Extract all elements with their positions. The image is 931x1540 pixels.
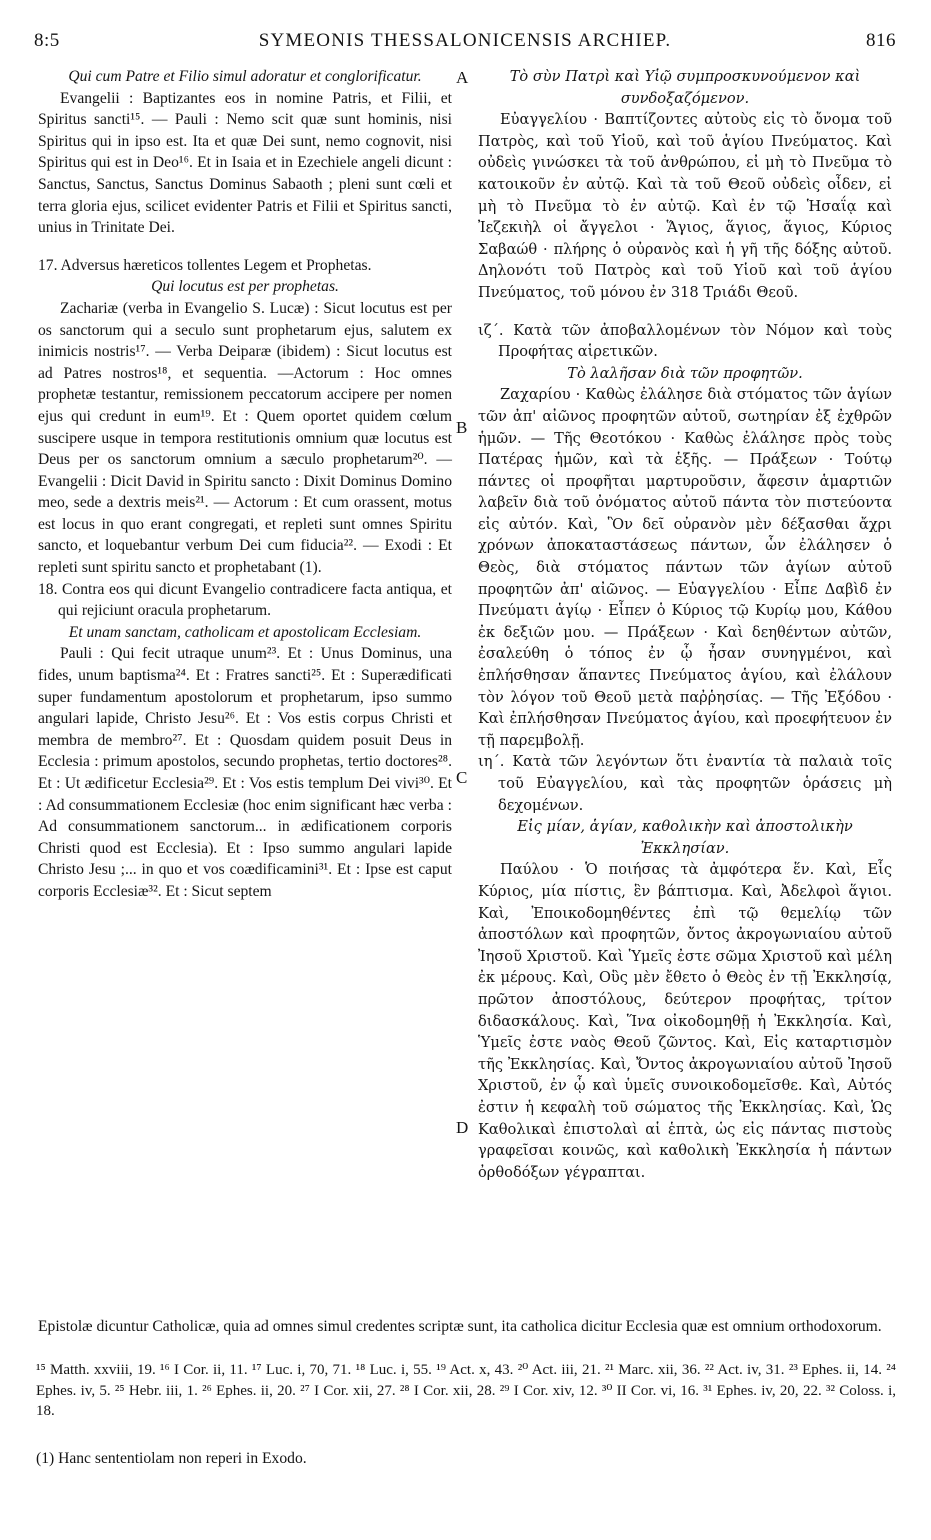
margin-marker-d: D — [456, 1118, 469, 1137]
latin-section-17: 17. Adversus hæreticos tollentes Legem et Prophetas. — [38, 256, 372, 274]
greek-paragraph-prophets: Ζαχαρίου · Καθὼς ἐλάλησε διὰ στόματος τῶν ἁγίων τῶν ἀπ' αἰῶνος προφητῶν αὐτοῦ, σωτηρίαν ἐξ ἐχθρῶν ἡμῶν. — Τῆς Θεοτόκου · Καθὼς ἐλάλησε πρὸς τοὺς Πατέρας ἡμῶν, καὶ τὰ ἑξῆς. — Πράξεων · Τούτῳ πάντες οἱ προφῆται μαρτυροῦσιν, ἄφεσιν ἁμαρτιῶν λαβεῖν διὰ τοῦ ὀνόματος αὐτοῦ πάντα τὸν πιστεύοντα εἰς αὐτόν. Καὶ, Ὃν δεῖ οὐρανὸν μὲν δέξασθαι ἄχρι χρόνων ἀποκαταστάσεως πάντων, ὧν ἐλάλησεν ὁ Θεὸς, διὰ στόματος πάντων τῶν ἁγίων αὐτοῦ προφητῶν ἀπ' αἰῶνος. — Εὐαγγελίου · Εἶπε Δαβὶδ ἐν Πνεύματι ἁγίῳ · Εἶπεν ὁ Κύριος τῷ Κυρίῳ μου, Κάθου ἐκ δεξιῶν μου. — Πράξεων · Καὶ δεηθέντων αὐτῶν, ἐσαλεύθη ὁ τόπος ἐν ᾧ ἦσαν συνηγμένοι, καὶ ἐπλήσθησαν ἅπαντες Πνεύματος ἁγίου, καὶ ἐλάλουν τὸν λόγον τοῦ Θεοῦ μετὰ παῤῥησίας. — Τῆς Ἐξόδου · Καὶ ἐπλήσθησαν Πνεύματος ἁγίου, καὶ προεφήτευον ἐν τῇ παρεμβολῇ. — [478, 386, 892, 749]
greek-section-17: ιζ´. Κατὰ τῶν ἀποβαλλομένων τὸν Νόμον καὶ τοὺς Προφήτας αἱρετικῶν. — [478, 321, 892, 361]
latin-section-18: 18. Contra eos qui dicunt Evangelio contradicere facta antiqua, et qui rejiciunt oracula prophetarum. — [38, 580, 452, 620]
latin-paragraph-prophets: Zachariæ (verba in Evangelio S. Lucæ) : Sicut locutus est per os sanctorum qui a seculo sunt prophetarum ejus, salutem ex inimicis nostris¹⁷. — Verba Deiparæ (ibidem) : Sicut locutus est ad Patres nostros¹⁸, et sequentia. —Actorum : Hoc omnes prophetæ testantur, remissionem peccatorum accipere per nomen ejus qui credunt in eum¹⁹. Et : Quem oportet quidem cœlum suscipere usque in tempora restitutionis omnium quæ locutus est Deus per os sanctorum omnium a sæculo prophetarum²⁰. — Evangelii : Dicit David in Spiritu sancto : Dixit Dominus Domino meo, sede a dextris meis²¹. — Actorum : Et cum orassent, motus est locus in quo erant congregati, et repleti sunt omnes Spiritu sancto, et loquebantur verbum Dei cum fiducia²². — Exodi : Et repleti sunt spiritu sancto et prophetabant (1). — [38, 299, 452, 577]
latin-column — [38, 66, 452, 903]
greek-heading-prophets: Τὸ λαλῆσαν διὰ τῶν προφητῶν. — [567, 364, 803, 382]
greek-section-18: ιη´. Κατὰ τῶν λεγόντων ὅτι ἐναντία τὰ παλαιὰ τοῖς τοῦ Εὐαγγελίου, καὶ τὰς προφητῶν ὁράσεις μὴ δεχομένων. — [478, 753, 892, 814]
margin-marker-b: B — [456, 418, 468, 437]
latin-heading-church: Et unam sanctam, catholicam et apostolicam Ecclesiam. — [68, 623, 422, 641]
page-header — [34, 30, 896, 56]
greek-paragraph-trinity: Εὐαγγελίου · Βαπτίζοντες αὐτοὺς εἰς τὸ ὄνομα τοῦ Πατρὸς, καὶ τοῦ Υἱοῦ, καὶ τοῦ ἁγίου Πνεύματος. Καὶ οὐδεὶς γινώσκει τὰ τοῦ ἀνθρώπου, εἰ μὴ τὸ Πνεῦμα τὸ κατοικοῦν ἐν αὐτῷ. Καὶ τὰ τοῦ Θεοῦ οὐδεὶς οἶδεν, εἰ μὴ τὸ Πνεῦμα τὸ ἐν αὐτῷ. Καὶ ἐν τῷ Ἡσαΐᾳ καὶ Ἰεζεκιὴλ οἱ ἄγγελοι · Ἅγιος, ἅγιος, ἅγιος, Κύριος Σαβαώθ · πλήρης ὁ οὐρανὸς καὶ ἡ γῆ τῆς δόξης αὐτοῦ. Δηλονότι τοῦ Πατρὸς καὶ τοῦ Υἱοῦ καὶ τοῦ ἁγίου Πνεύματος, τοῦ μόνου ἐν 318 Τριάδι Θεοῦ. — [478, 111, 892, 301]
running-title: SYMEONIS THESSALONICENSIS ARCHIEP. — [258, 30, 672, 51]
full-width-continuation: Epistolæ dicuntur Catholicæ, quia ad omnes simul credentes scriptæ sunt, ita catholica dicitur Ecclesia quæ est omnium orthodoxorum. — [38, 1318, 882, 1335]
margin-marker-c: C — [456, 768, 468, 787]
page-number-right: 816 — [866, 30, 896, 51]
latin-paragraph-trinity: Evangelii : Baptizantes eos in nomine Patris, et Filii, et Spiritus sancti¹⁵. — Pauli : Nemo scit quæ sunt hominis, nisi Spiritus qui in ipso est. Ita et quæ Dei sunt, nemo cognovit, nisi Spiritus qui est in Deo¹⁶. Et in Isaia et in Ezechiele angeli dicunt : Sanctus, Sanctus, Sanctus Dominus Sabaoth ; pleni sunt cœli et terra gloria ejus, scilicet evidenter Patris et Filii et Spiritus sancti, unius in Trinitate Dei. — [38, 89, 452, 237]
latin-heading-prophets: Qui locutus est per prophetas. — [151, 278, 339, 296]
greek-heading-church: Εἰς μίαν, ἁγίαν, καθολικὴν καὶ ἀποστολικὴν Ἐκκλησίαν. — [517, 818, 853, 857]
footnotes: ¹⁵ Matth. xxviii, 19. ¹⁶ I Cor. ii, 11. ¹⁷ Luc. i, 70, 71. ¹⁸ Luc. i, 55. ¹⁹ Act. x, 43. ²⁰ Act. iii, 21. ²¹ Marc. xii, 36. ²² Act. iv, 31. ²³ Ephes. ii, 14. ²⁴ Ephes. iv, 5. ²⁵ Hebr. iii, 1. ²⁶ Ephes. ii, 20. ²⁷ I Cor. xii, 27. ²⁸ I Cor. xii, 28. ²⁹ I Cor. xiv, 12. ³⁰ II Cor. vi, 16. ³¹ Ephes. iv, 20, 22. ³² Coloss. i, 18. — [36, 1362, 896, 1419]
editor-note: (1) Hanc sententiolam non reperi in Exodo. — [36, 1450, 307, 1467]
latin-heading-spirit: Qui cum Patre et Filio simul adoratur et conglorificatur. — [68, 68, 422, 85]
page-number-left: 8:5 — [34, 30, 60, 51]
margin-marker-a: A — [456, 68, 469, 87]
latin-paragraph-church: Pauli : Qui fecit utraque unum²³. Et : Unus Dominus, una fides, unum baptisma²⁴. Et : Fratres sancti²⁵. Et : Superædificati super fundamentum apostolorum et prophetarum, ipso summo angulari lapide, Christo Jesu²⁶. Et : Vos estis corpus Christi et membra de membro²⁷. Et : Quosdam quidem posuit Deus in Ecclesia : primum apostolos, secundo prophetas, tertio doctores²⁸. Et : Ut ædificetur Ecclesia²⁹. Et : Vos estis templum Dei vivi³⁰. Et : Ad consummationem Ecclesiæ (hoc enim significant hæc verba : Ad consummationem sanctorum... in ædificationem corporis Christi quod est Ecclesia). Et : Ipso summo angulari lapide Christo Jesu ;... in quo et vos coædificamini³¹. Et : Ipse est caput corporis Ecclesiæ³². Et : Sicut septem — [38, 645, 452, 900]
greek-heading-spirit: Τὸ σὺν Πατρὶ καὶ Υἱῷ συμπροσκυνούμενον καὶ συνδοξαζόμενον. — [509, 68, 861, 107]
greek-column — [478, 66, 892, 1183]
greek-paragraph-church: Παύλου · Ὁ ποιήσας τὰ ἀμφότερα ἕν. Καὶ, Εἷς Κύριος, μία πίστις, ἓν βάπτισμα. Καὶ, Ἀδελφοὶ ἅγιοι. Καὶ, Ἐποικοδομηθέντες ἐπὶ τῷ θεμελίῳ τῶν ἀποστόλων καὶ προφητῶν, ὄντος ἀκρογωνιαίου αὐτοῦ Ἰησοῦ Χριστοῦ. Καὶ Ὑμεῖς ἐστε σῶμα Χριστοῦ καὶ μέλη ἐκ μέρους. Καὶ, Οὓς μὲν ἔθετο ὁ Θεὸς ἐν τῇ Ἐκκλησίᾳ, πρῶτον ἀποστόλους, δεύτερον προφήτας, τρίτον διδασκάλους. Καὶ, Ἵνα οἰκοδομηθῇ ἡ Ἐκκλησία. Καὶ, Ὑμεῖς ἐστε ναὸς Θεοῦ ζῶντος. Καὶ, Εἰς καταρτισμὸν τῆς Ἐκκλησίας. Καὶ, Ὄντος ἀκρογωνιαίου αὐτοῦ Ἰησοῦ Χριστοῦ, ἐν ᾧ καὶ ὑμεῖς συνοικοδομεῖσθε. Καὶ, Αὐτός ἐστιν ἡ κεφαλὴ τοῦ σώματος τῆς Ἐκκλησίας. Καὶ, Ὡς Καθολικαὶ ἐπιστολαὶ αἱ ἑπτὰ, ὡς εἰς πάντας πιστοὺς γραφεῖσαι κοινῶς, καὶ καθολικὴ Ἐκκλησία ἡ πάντων ὀρθοδόξων γέγραπται. — [478, 861, 892, 1181]
